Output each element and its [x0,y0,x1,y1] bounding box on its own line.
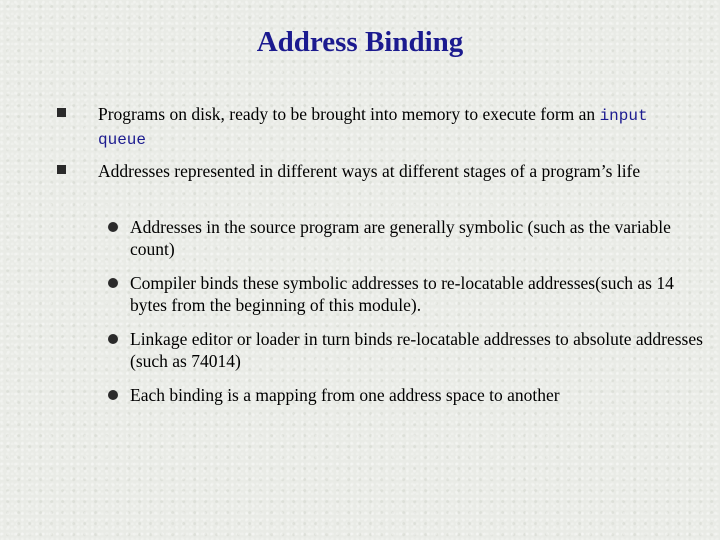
subbullet-text: Each binding is a mapping from one address space to another [130,385,560,405]
square-bullet-icon [57,108,66,117]
input-queue-code: input queue [98,107,648,149]
slide-title: Address Binding [256,26,464,58]
subbullet-text: Linkage editor or loader in turn binds re-locatable addresses to absolute addresses (such as 74014) [130,329,703,371]
round-bullet-icon [108,390,118,400]
square-bullet-icon [57,165,66,174]
bullet-text [98,103,698,151]
subbullet-text: Compiler binds these symbolic addresses to re-locatable addresses(such as 14 bytes from the beginning of this module). [130,273,674,315]
round-bullet-icon [108,334,118,344]
round-bullet-icon [108,222,118,232]
subbullet-text: Addresses in the source program are generally symbolic (such as the variable count) [130,217,671,259]
round-bullet-icon [108,278,118,288]
bullet-text-main: Programs on disk, ready to be brought into memory to execute form an [98,104,596,124]
bullet-text: Addresses represented in different ways at different stages of a program’s life [98,161,641,181]
